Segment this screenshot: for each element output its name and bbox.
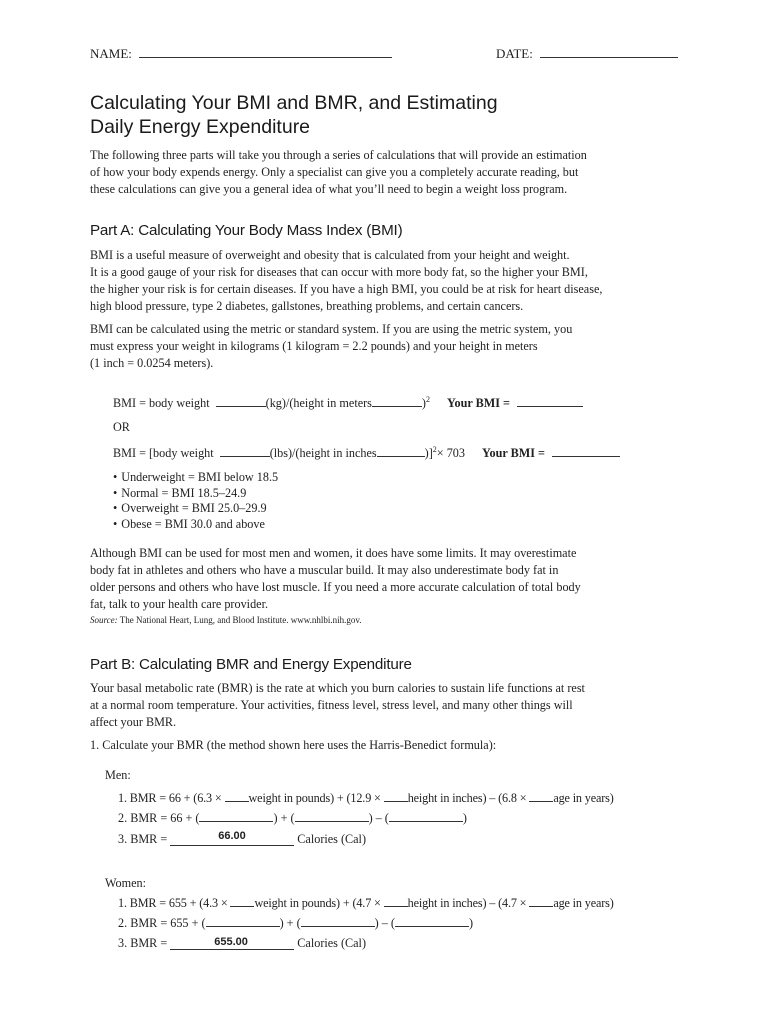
women-bmr-formula-line-1 [118,896,614,911]
women-weight-blank[interactable] [230,906,254,907]
part-a-paragraph-3 [90,545,581,613]
part-a-paragraph-2 [90,321,572,372]
formula-text: ) [468,916,474,930]
men-age-blank[interactable] [529,801,553,802]
height-m-blank[interactable] [372,406,422,407]
formula-text: weight in pounds) + (12.9 × [248,791,381,805]
men-bmr-value: 66.00 [218,830,246,842]
text-line: body fat in athletes and others who have a muscular build. It may also underestimate body fat in [90,563,559,577]
formula-text: age in years) [553,896,614,910]
men-height-blank[interactable] [384,801,408,802]
formula-text: )] [424,446,433,461]
text-line: BMI can be calculated using the metric or standard system. If you are using the metric system, you [90,322,573,336]
formula-text: 3. BMR = [118,832,168,846]
women-bmr-result-field[interactable] [170,935,294,950]
men-label: Men: [105,768,131,782]
list-item: • Underweight = BMI below 18.5 [113,470,278,486]
formula-text: 3. BMR = [118,936,168,950]
your-bmi-label: Your BMI = [482,446,545,461]
text-line: high blood pressure, type 2 diabetes, gallstones, breathing problems, and certain cancers. [90,299,524,313]
bmi-result-blank[interactable] [552,456,620,457]
women-label: Women: [105,876,146,890]
list-item: • Obese = BMI 30.0 and above [113,517,278,533]
weight-lbs-blank[interactable] [220,456,270,457]
formula-text: height in inches) – (6.8 × [407,791,527,805]
source-label: Source: [90,615,118,625]
men-height-term-blank[interactable] [295,821,369,822]
bmi-standard-formula [113,445,620,461]
weight-kg-blank[interactable] [216,406,266,407]
or-label: OR [113,420,130,434]
formula-text: ) + ( [279,916,301,930]
men-bmr-formula-line-1 [118,791,614,806]
source-text: The National Heart, Lung, and Blood Institute. www.nhlbi.nih.gov. [117,615,362,625]
women-age-term-blank[interactable] [395,926,469,927]
text-line: It is a good gauge of your risk for diseases that can occur with more body fat, so the higher your BMI, [90,265,588,279]
women-height-term-blank[interactable] [301,926,375,927]
text-line: affect your BMR. [90,715,177,729]
women-weight-term-blank[interactable] [206,926,280,927]
name-field-row [90,46,392,62]
part-a-heading: Part A: Calculating Your Body Mass Index (BMI) [90,222,403,239]
text-line: fat, talk to your health care provider. [90,597,269,611]
formula-text: height in inches) – (4.7 × [407,896,527,910]
formula-text: ) [421,396,426,411]
text-line: The following three parts will take you through a series of calculations that will provide an estimation [90,148,587,162]
source-citation [90,615,362,625]
intro-paragraph [90,147,587,198]
text-line: the higher your risk is for certain diseases. If you have a high BMI, you could be at risk for heart disease, [90,282,603,296]
men-bmr-formula-line-2 [118,811,467,826]
your-bmi-label: Your BMI = [447,396,510,411]
formula-text: ) + ( [273,811,295,825]
formula-text: ) – ( [368,811,389,825]
text-line: Your basal metabolic rate (BMR) is the rate at which you burn calories to sustain life functions at rest [90,681,585,695]
formula-text: 1. BMR = 66 + (6.3 × [118,791,222,805]
text-line: must express your weight in kilograms (1 kilogram = 2.2 pounds) and your height in meters [90,339,538,353]
list-item: • Normal = BMI 18.5–24.9 [113,486,278,502]
height-in-blank[interactable] [377,456,425,457]
women-age-blank[interactable] [529,906,553,907]
formula-text: 2. BMR = 655 + ( [118,916,206,930]
text-line: older persons and others who have lost muscle. If you need a more accurate calculation of total body [90,580,581,594]
formula-text: Calories (Cal) [297,936,367,950]
formula-text: ) – ( [374,916,395,930]
text-line: these calculations can give you a general idea of what you’ll need to begin a weight loss program. [90,182,568,196]
formula-text: BMI = body weight [113,396,210,411]
text-line: at a normal room temperature. Your activities, fitness level, stress level, and many other things will [90,698,573,712]
date-label: DATE: [496,46,533,61]
part-b-paragraph-1 [90,680,585,731]
men-age-term-blank[interactable] [389,821,463,822]
name-input-line[interactable] [139,57,392,58]
women-height-blank[interactable] [384,906,408,907]
women-bmr-formula-line-2 [118,916,473,931]
part-a-paragraph-1 [90,247,602,315]
formula-text: (lbs)/(height in inches [269,446,377,461]
women-bmr-value: 655.00 [214,936,248,948]
bmi-result-blank[interactable] [517,406,583,407]
formula-text: × 703 [436,446,465,461]
bmi-category-list [113,470,278,532]
men-bmr-result-field[interactable] [170,831,294,846]
list-item: • Overweight = BMI 25.0–29.9 [113,501,278,517]
formula-text: weight in pounds) + (4.7 × [254,896,381,910]
text-line: (1 inch = 0.0254 meters). [90,356,214,370]
page-title [90,91,498,139]
text-line: of how your body expends energy. Only a specialist can give you a completely accurate reading, but [90,165,579,179]
men-weight-blank[interactable] [225,801,249,802]
formula-text: ) [462,811,467,825]
formula-text: 2. BMR = 66 + ( [118,811,200,825]
date-input-line[interactable] [540,57,678,58]
exponent: 2 [425,395,430,404]
men-weight-term-blank[interactable] [199,821,273,822]
text-line: BMI is a useful measure of overweight and obesity that is calculated from your height and weight. [90,248,570,262]
bmi-metric-formula [113,395,583,411]
date-field-row [496,46,678,62]
part-b-heading: Part B: Calculating BMR and Energy Expenditure [90,656,412,673]
name-label: NAME: [90,46,132,61]
women-bmr-result-line [118,935,366,951]
step-1-instruction: 1. Calculate your BMR (the method shown here uses the Harris-Benedict formula): [90,738,497,752]
title-line-2: Daily Energy Expenditure [90,116,311,138]
formula-text: Calories (Cal) [297,832,367,846]
formula-text: 1. BMR = 655 + (4.3 × [118,896,228,910]
title-line-1: Calculating Your BMI and BMR, and Estimating [90,92,498,114]
exponent: 2 [432,445,437,454]
formula-text: age in years) [553,791,614,805]
formula-text: (kg)/(height in meters [265,396,372,411]
men-bmr-result-line [118,831,366,847]
text-line: Although BMI can be used for most men and women, it does have some limits. It may overestimate [90,546,577,560]
formula-text: BMI = [body weight [113,446,214,461]
